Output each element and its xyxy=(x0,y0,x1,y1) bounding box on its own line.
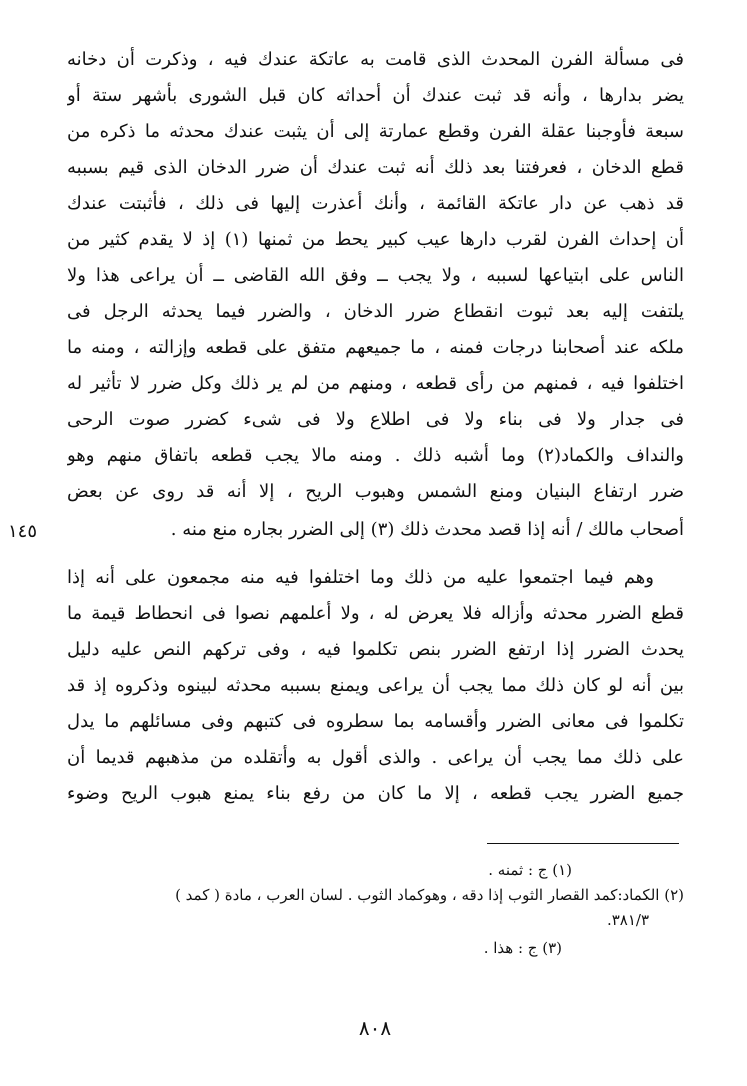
footnote-3: (٣) ج : هذا . xyxy=(483,939,562,957)
footnote-2: (٢) الكماد:كمد القصار الثوب إذا دقه ، وهوكماد الثوب . لسان العرب ، مادة ( كمد ) xyxy=(175,886,684,904)
text-line: الناس على ابتياعها لسببه ، ولا يجب ــ وفق الله القاضى ــ أن يراعى هذا ولا xyxy=(67,265,684,286)
footnote-2-continuation: ٣٨١/٣. xyxy=(606,911,649,929)
text-line: على ذلك مما يجب أن يراعى . والذى أقول به وأتقلده من مذهبهم قديما أن xyxy=(67,747,684,768)
text-line: فى جدار ولا فى بناء ولا فى اطلاع ولا فى شىء كضرر صوت الرحى xyxy=(67,409,684,430)
text-line: أصحاب مالك / أنه إذا قصد محدث ذلك (٣) إلى الضرر بجاره منع منه . xyxy=(170,519,684,540)
text-line: قد ذهب عن دار عاتكة القائمة ، وأنك أعذرت إليها فى ذلك ، فأثبتت عندك xyxy=(67,193,684,214)
text-line: فى مسألة الفرن المحدث الذى قامت به عاتكة عندك فيه ، وذكرت أن دخانه xyxy=(67,49,684,70)
paragraph-start-line: وهم فيما اجتمعوا عليه من ذلك وما اختلفوا فيه منه مجمعون على أنه إذا xyxy=(67,567,654,588)
margin-folio-number: ١٤٥ xyxy=(8,521,38,542)
text-line: سبعة فأوجبنا عقلة الفرن وقطع عمارتة إلى أن يثبت عندك محدثه ما ذكره من xyxy=(67,121,684,142)
text-line: ملكه عند أصحابنا درجات فمنه ، ما جميعهم متفق على قطعه وإزالته ، ومنه ما xyxy=(67,337,684,358)
page-number: ٨٠٨ xyxy=(358,1016,392,1040)
text-line: يلتفت إليه بعد ثبوت انقطاع ضرر الدخان ، والضرر فيما يحدثه الرجل فى xyxy=(67,301,684,322)
footnote-divider xyxy=(487,843,679,844)
text-line: قطع الدخان ، فعرفتنا بعد ذلك أنه ثبت عندك أن ضرر الدخان الذى قيم بسببه xyxy=(67,157,684,178)
text-line: بين أنه لو كان ذلك مما يجب أن يراعى ويمنع بسببه محدثه لبينوه وذكروه إذ قد xyxy=(67,675,684,696)
text-line: يحدث الضرر إذا ارتفع الضرر بنص تكلموا فيه ، وفى تركهم النص عليه دليل xyxy=(67,639,684,660)
text-line: والنداف والكماد(٢) وما أشبه ذلك . ومنه مالا يجب قطعه باتفاق منهم وهو xyxy=(67,445,684,466)
text-line: يضر بدارها ، وأنه قد ثبت عندك أن أحداثه كان قبل الشورى بأشهر ستة أو xyxy=(67,85,684,106)
text-line: تكلموا فى معانى الضرر وأقسامه بما سطروه فى كتبهم وفى مسائلهم ما يدل xyxy=(67,711,684,732)
text-line: قطع الضرر محدثه وأزاله فلا يعرض له ، ولا أعلمهم نصوا فى انحطاط قيمة ما xyxy=(67,603,684,624)
text-line: أن إحداث الفرن لقرب دارها عيب كبير يحط من ثمنها (١) إذ لا يقدم كثير من xyxy=(67,229,684,250)
text-line: جميع الضرر يجب قطعه ، إلا ما كان من رفع بناء يمنع هبوب الريح وضوء xyxy=(67,783,684,804)
footnote-1: (١) ج : ثمنه . xyxy=(488,861,572,879)
text-line: اختلفوا فيه ، فمنهم من رأى قطعه ، ومنهم من لم ير ذلك وكل ضرر لا تأثير له xyxy=(67,373,684,394)
text-line: ضرر ارتفاع البنيان ومنع الشمس وهبوب الريح ، إلا أنه قد روى عن بعض xyxy=(67,481,684,502)
